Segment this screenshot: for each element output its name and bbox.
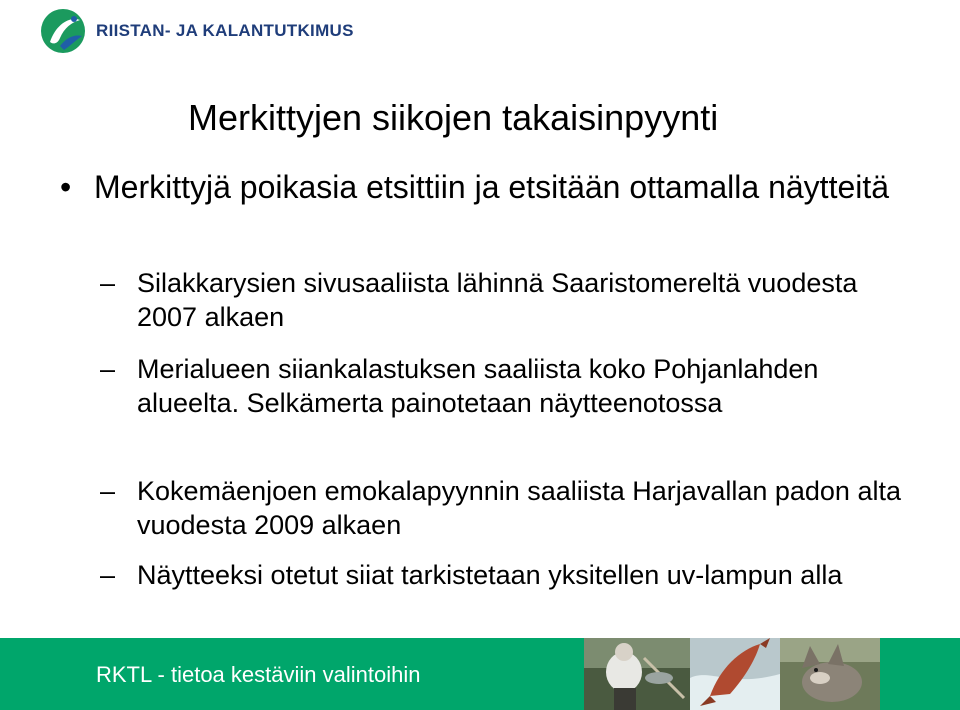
bullet-dot: • <box>60 169 72 205</box>
logo-text: RIISTAN- JA KALANTUTKIMUS <box>96 21 354 40</box>
rktl-logo <box>40 8 354 54</box>
sub-bullet-text: Kokemäenjoen emokalapyynnin saaliista Harjavallan padon alta vuodesta 2009 alkaen <box>137 476 901 540</box>
footer-bar <box>0 638 960 710</box>
sub-bullet-text: Silakkarysien sivusaaliista lähinnä Saaristomereltä vuodesta 2007 alkaen <box>137 268 858 332</box>
sub-bullet-text: Näytteeksi otetut siiat tarkistetaan yksitellen uv-lampun alla <box>137 560 843 590</box>
wolf-photo <box>780 638 880 710</box>
salmon-photo <box>690 638 780 710</box>
sub-bullet-dash: – <box>100 476 116 506</box>
sub-bullet-text: Merialueen siiankalastuksen saaliista koko Pohjanlahden alueelta. Selkämerta painotetaan näytteenotossa <box>137 354 819 418</box>
footer-text: RKTL - tietoa kestäviin valintoihin <box>96 662 421 687</box>
sub-bullet-dash: – <box>100 354 116 384</box>
sub-bullet-dash: – <box>100 268 116 298</box>
main-bullet-text: Merkittyjä poikasia etsittiin ja etsitään ottamalla näytteitä <box>94 169 890 205</box>
fish-bird-logo-icon <box>40 8 86 54</box>
sub-bullet-dash: – <box>100 560 116 590</box>
slide-title: Merkittyjen siikojen takaisinpyynti <box>188 97 719 138</box>
fishing-photo <box>584 638 690 710</box>
